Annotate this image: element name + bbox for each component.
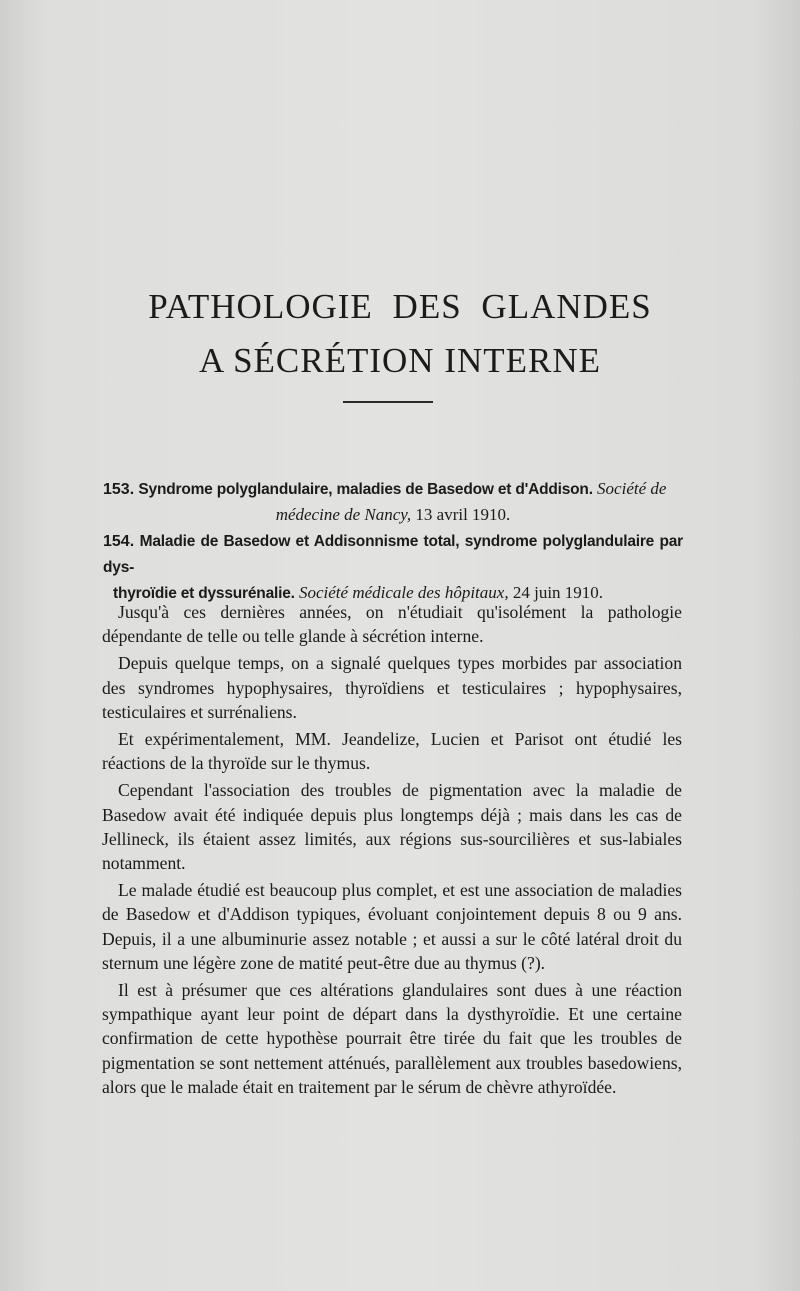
reference-154 [103,528,683,606]
reference-date: 24 juin 1910. [512,583,604,602]
reference-date: 13 avril 1910. [415,505,511,524]
reference-153 [103,476,683,527]
reference-number: 153. [103,481,135,498]
reference-continuation [103,502,683,527]
paragraph: Et expérimentalement, MM. Jeandelize, Lucien et Parisot ont étudié les réactions de la thyroïde sur le thymus. [102,729,682,774]
reference-list [103,476,683,607]
reference-heading: Maladie de Basedow et Addisonnisme total, syndrome polyglandulaire par dys- [103,533,683,576]
chapter-title [0,280,800,388]
paragraph: Le malade étudié est beaucoup plus complet, et est une association de maladies de Basedow et d'Addison typiques, évoluant conjointement depuis 8 ou 9 ans. Depuis, il a une albuminurie assez notable ; et aussi a sur le côté latéral droit du sternum une légère zone de matité peut-être due au thymus (?). [102,880,682,973]
paragraph: Cependant l'association des troubles de pigmentation avec la maladie de Basedow avait été indiquée depuis plus longtemps déjà ; mais dans les cas de Jellineck, ils étaient assez limités, aux régions sus-sourcilières et sus-labiales notamment. [102,780,682,874]
reference-source: Société médicale des hôpitaux, [298,583,509,602]
reference-heading-cont: thyroïdie et dyssurénalie. [113,585,295,602]
title-divider [343,401,433,403]
body-text [102,600,682,1102]
paragraph: Il est à présumer que ces altérations glandulaires sont dues à une réaction sympathique ayant leur point de départ dans la dysthyroïdie. Et une certaine confirmation de cette hypothèse pourrait être tirée du fait que les troubles de pigmentation se sont nettement atténués, parallèlement aux troubles basedowiens, alors que le malade était en traitement par le sérum de chèvre athyroïdée. [102,980,682,1097]
reference-source-cont: médecine de Nancy, [275,505,412,524]
chapter-title-line-1: PATHOLOGIE DES GLANDES [148,287,652,326]
reference-heading: Syndrome polyglandulaire, maladies de Basedow et d'Addison. [138,481,593,498]
reference-source: Société de [597,479,667,498]
reference-number: 154. [103,533,135,550]
paragraph: Jusqu'à ces dernières années, on n'étudiait qu'isolément la pathologie dépendante de telle ou telle glande à sécrétion interne. [102,602,682,647]
paragraph: Depuis quelque temps, on a signalé quelques types morbides par association des syndromes hypophysaires, thyroïdiens et testiculaires ; hypophysaires, testiculaires et surrénaliens. [102,653,682,722]
chapter-title-line-2: A SÉCRÉTION INTERNE [198,341,602,380]
